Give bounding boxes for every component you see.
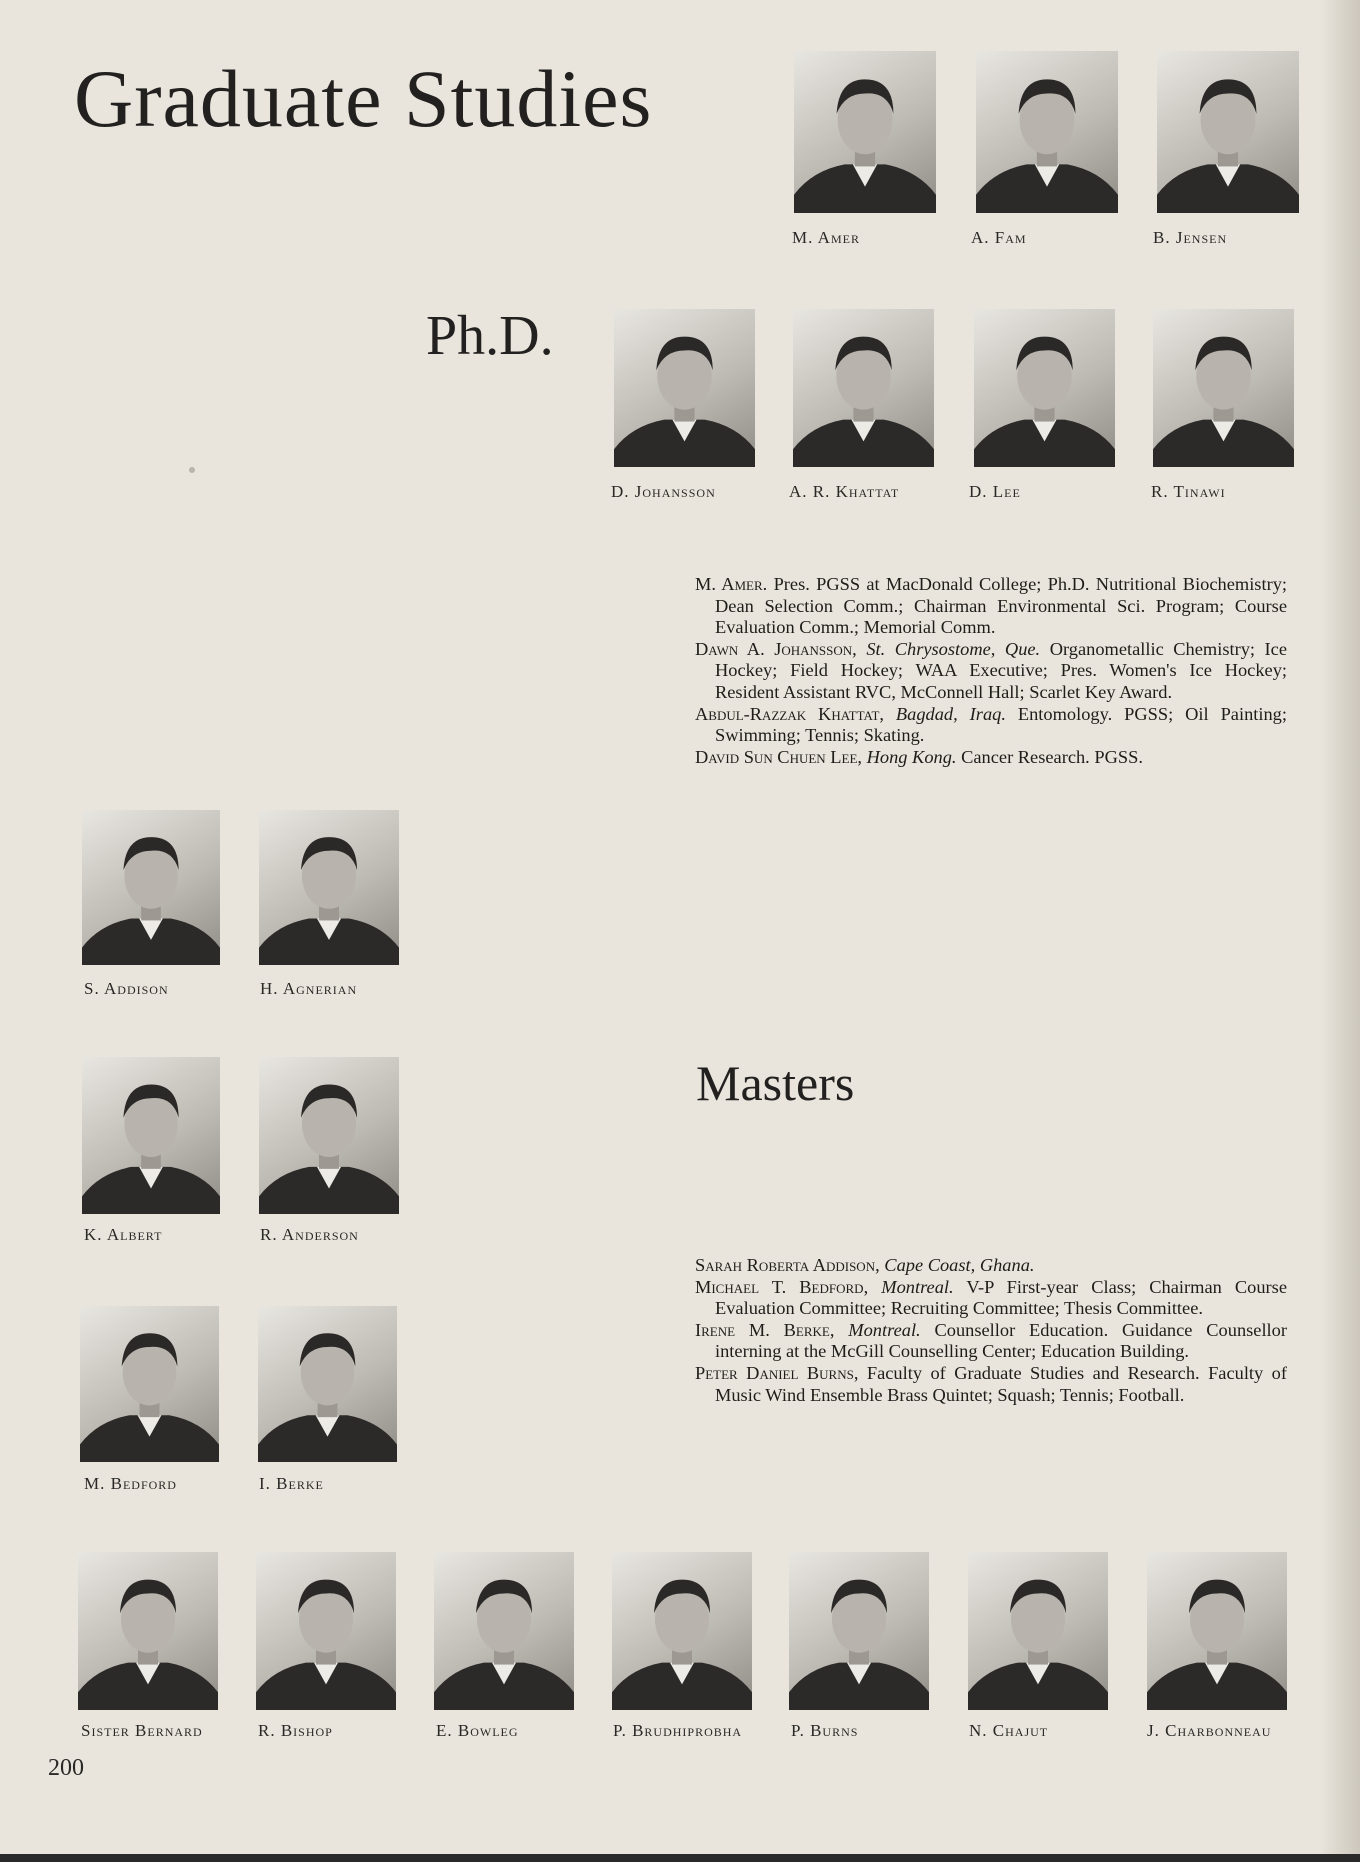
portrait-caption: D. Johansson: [611, 482, 716, 501]
portrait-photo: [794, 51, 936, 213]
portrait-photo: [1157, 51, 1299, 213]
portrait-caption: J. Charbonneau: [1147, 1721, 1272, 1740]
bio-entry: M. Amer. Pres. PGSS at MacDonald College; Ph.D. Nutritional Biochemistry; Dean Selection Comm.; Chairman Environmental Sci. Program; Course Evaluation Comm.; Memorial Comm.: [695, 574, 1287, 638]
portrait-caption: B. Jensen: [1153, 228, 1228, 247]
portrait-caption: I. Berke: [259, 1474, 324, 1493]
bio-entry: Irene M. Berke, Montreal. Counsellor Education. Guidance Counsellor interning at the McGill Counselling Center; Education Building.: [695, 1319, 1287, 1362]
bio-entry: David Sun Chuen Lee, Hong Kong. Cancer Research. PGSS.: [695, 746, 1143, 767]
portrait-caption: H. Agnerian: [260, 979, 358, 998]
page-number: 200: [48, 1755, 84, 1781]
portrait-photo: [612, 1552, 752, 1710]
portrait-silhouette: [794, 51, 936, 213]
portrait-photo: [968, 1552, 1108, 1710]
portrait-caption: M. Amer: [792, 228, 860, 247]
portrait-silhouette: [78, 1552, 218, 1710]
portrait-caption: M. Bedford: [84, 1474, 177, 1493]
portrait-photo: [789, 1552, 929, 1710]
portrait-caption: R. Tinawi: [1151, 482, 1226, 501]
portrait-silhouette: [434, 1552, 574, 1710]
masters-biographies: [695, 1255, 1287, 1406]
portrait-photo: [614, 309, 755, 467]
portrait-caption: E. Bowleg: [436, 1721, 519, 1740]
bio-entry: Abdul-Razzak Khattat, Bagdad, Iraq. Entomology. PGSS; Oil Painting; Swimming; Tennis; Skating.: [695, 703, 1287, 746]
page-edge-shadow: [1320, 0, 1360, 1862]
portrait-caption: K. Albert: [84, 1225, 163, 1244]
portrait-silhouette: [614, 309, 755, 467]
portrait-silhouette: [256, 1552, 396, 1710]
portrait-caption: R. Bishop: [258, 1721, 333, 1740]
bio-entry: Sarah Roberta Addison, Cape Coast, Ghana.: [695, 1255, 1035, 1275]
portrait-silhouette: [1153, 309, 1294, 467]
bio-entry: Michael T. Bedford, Montreal. V-P First-year Class; Chairman Course Evaluation Committee; Recruiting Committee; Thesis Committee.: [695, 1276, 1287, 1319]
portrait-silhouette: [974, 309, 1115, 467]
portrait-silhouette: [789, 1552, 929, 1710]
portrait-photo: [259, 810, 399, 965]
portrait-photo: [259, 1057, 399, 1214]
phd-biographies: [695, 574, 1287, 768]
portrait-silhouette: [793, 309, 934, 467]
portrait-photo: [82, 810, 220, 965]
portrait-silhouette: [1157, 51, 1299, 213]
portrait-photo: [434, 1552, 574, 1710]
portrait-silhouette: [258, 1306, 397, 1462]
portrait-photo: [1153, 309, 1294, 467]
portrait-silhouette: [1147, 1552, 1287, 1710]
portrait-caption: S. Addison: [84, 979, 169, 998]
ink-smudge: [189, 467, 195, 473]
portrait-caption: P. Burns: [791, 1721, 859, 1740]
portrait-silhouette: [612, 1552, 752, 1710]
section-heading-phd: Ph.D.: [426, 305, 554, 367]
portrait-photo: [976, 51, 1118, 213]
portrait-photo: [258, 1306, 397, 1462]
portrait-silhouette: [259, 810, 399, 965]
page-bottom-edge: [0, 1854, 1360, 1862]
section-heading-masters: Masters: [696, 1055, 855, 1111]
portrait-silhouette: [976, 51, 1118, 213]
bio-entry: Dawn A. Johansson, St. Chrysostome, Que. Organometallic Chemistry; Ice Hockey; Field Hockey; WAA Executive; Pres. Women's Ice Hockey; Resident Assistant RVC, McConnell Hall; Scarlet Key Award.: [695, 638, 1287, 702]
portrait-silhouette: [80, 1306, 219, 1462]
portrait-caption: D. Lee: [969, 482, 1021, 501]
bio-entry: Peter Daniel Burns, Faculty of Graduate Studies and Research. Faculty of Music Wind Ensemble Brass Quintet; Squash; Tennis; Football.: [695, 1362, 1288, 1405]
portrait-photo: [256, 1552, 396, 1710]
portrait-photo: [974, 309, 1115, 467]
portrait-silhouette: [82, 810, 220, 965]
portrait-silhouette: [82, 1057, 220, 1214]
portrait-photo: [80, 1306, 219, 1462]
portrait-caption: R. Anderson: [260, 1225, 359, 1244]
portrait-photo: [78, 1552, 218, 1710]
portrait-photo: [82, 1057, 220, 1214]
portrait-photo: [1147, 1552, 1287, 1710]
portrait-silhouette: [968, 1552, 1108, 1710]
portrait-silhouette: [259, 1057, 399, 1214]
portrait-caption: N. Chajut: [969, 1721, 1049, 1740]
portrait-caption: Sister Bernard: [81, 1721, 203, 1740]
portrait-photo: [793, 309, 934, 467]
portrait-caption: P. Brudhiprobha: [613, 1721, 743, 1740]
page-title: Graduate Studies: [74, 53, 653, 144]
portrait-caption: A. R. Khattat: [789, 482, 900, 501]
portrait-caption: A. Fam: [971, 228, 1027, 247]
